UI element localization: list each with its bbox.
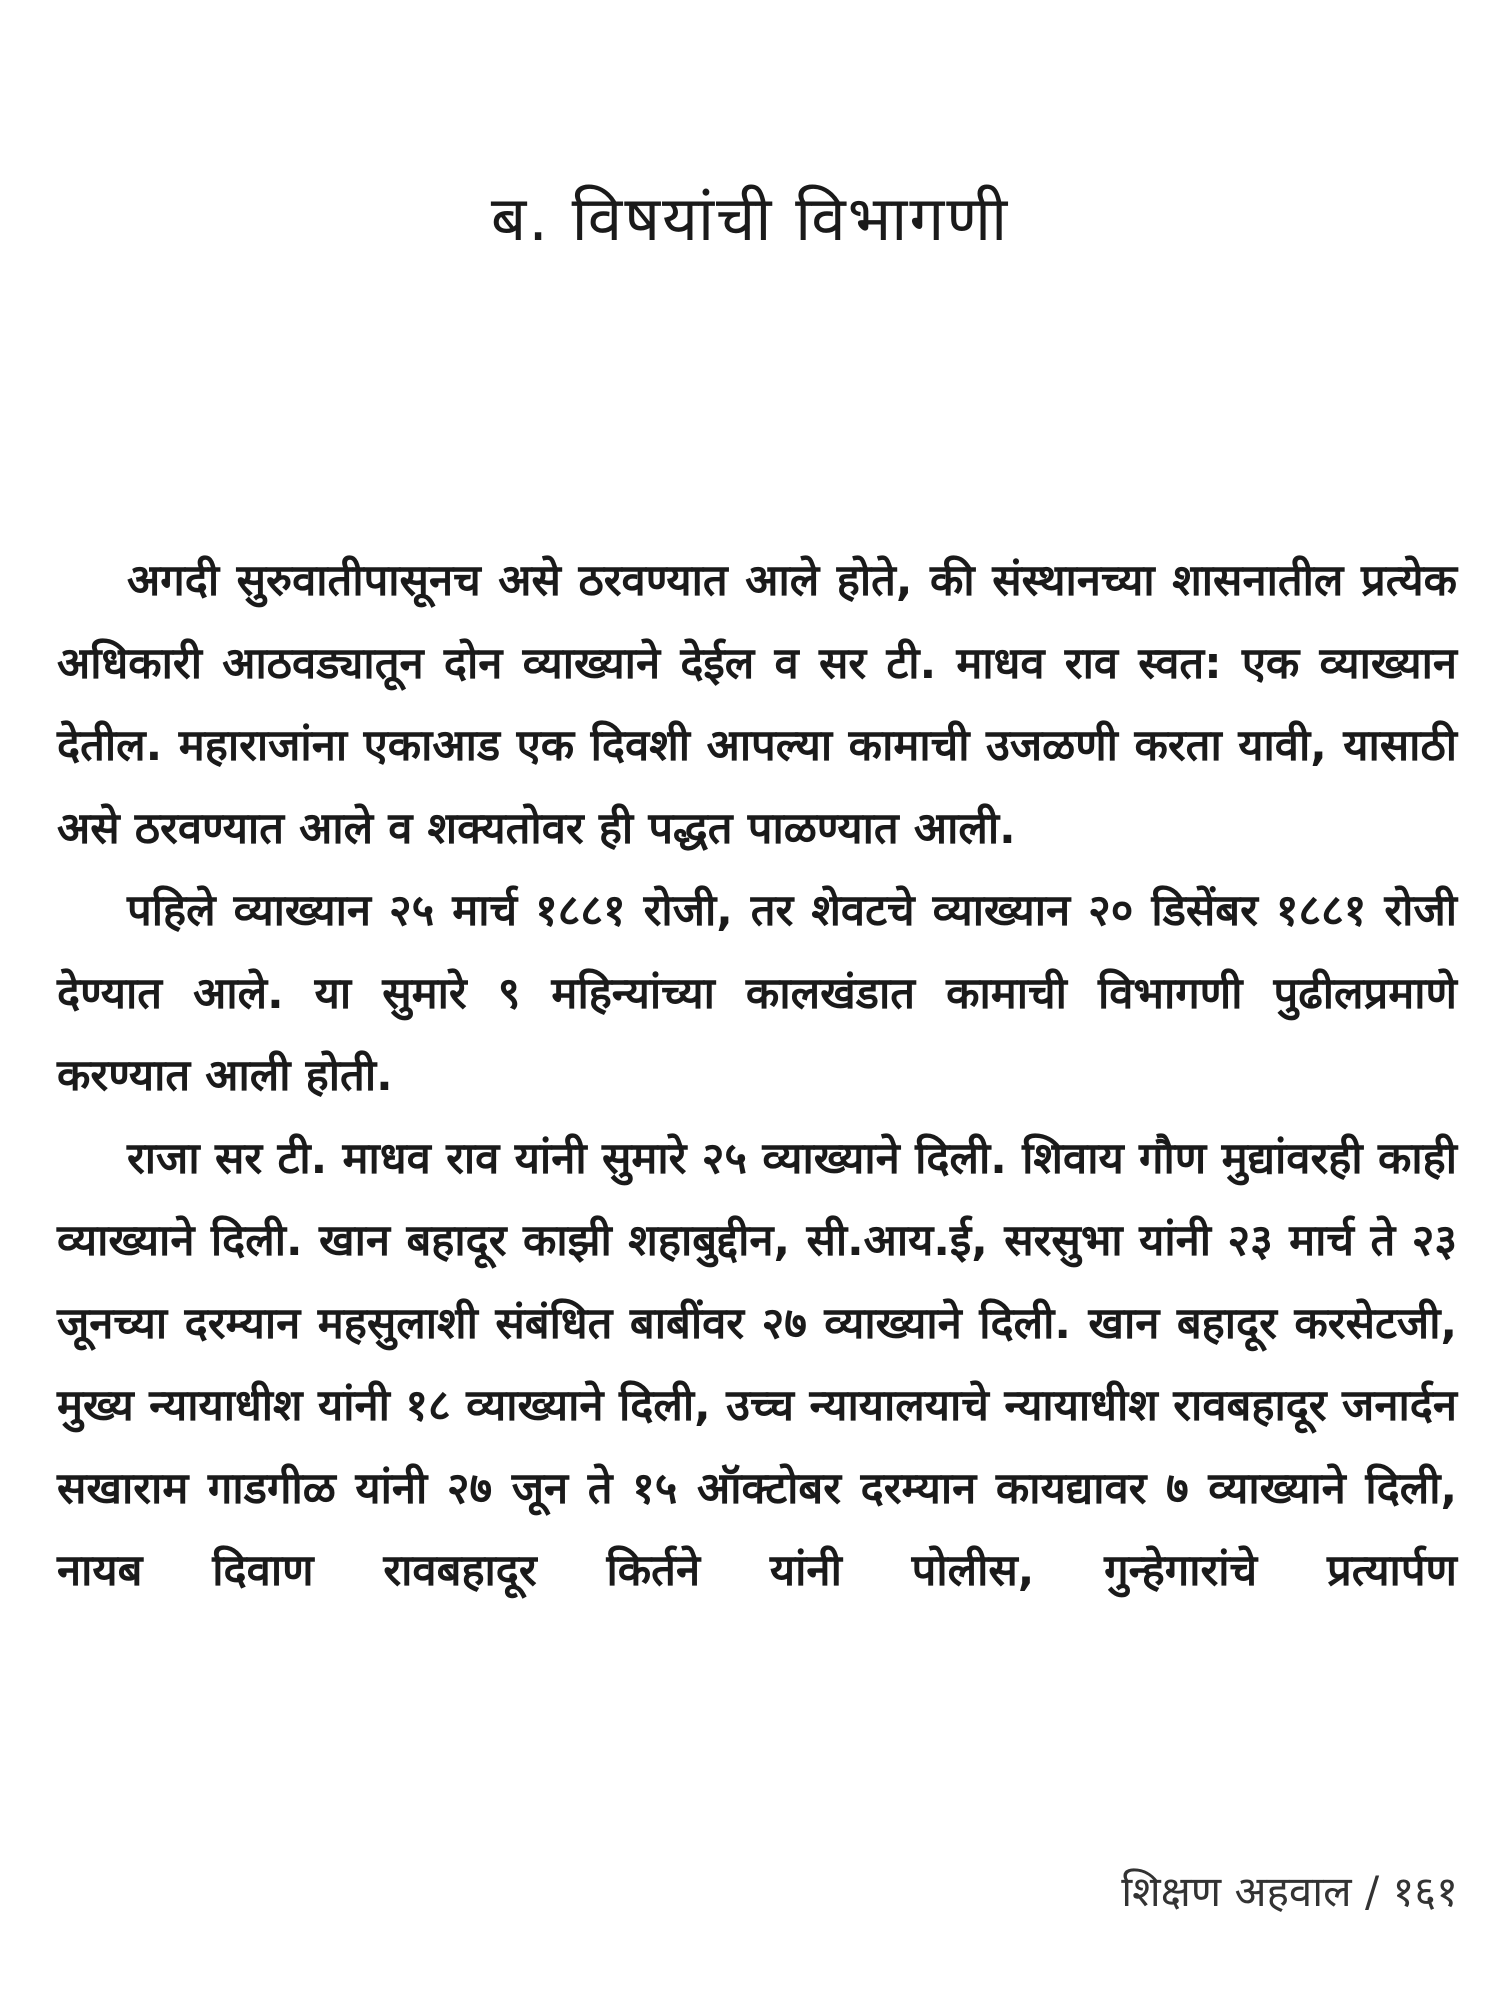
page-footer: शिक्षण अहवाल / १६१	[1121, 1867, 1458, 1916]
paragraph-3: राजा सर टी. माधव राव यांनी सुमारे २५ व्याख्याने दिली. शिवाय गौण मुद्यांवरही काही व्याख्याने दिली. खान बहादूर काझी शहाबुद्दीन, सी.आय.ई, सरसुभा यांनी २३ मार्च ते २३ जूनच्या दरम्यान महसुलाशी संबंधित बाबींवर २७ व्याख्याने दिली. खान बहादूर करसेटजी, मुख्य न्यायाधीश यांनी १८ व्याख्याने दिली, उच्च न्यायालयाचे न्यायाधीश रावबहादूर जनार्दन सखाराम गाडगीळ यांनी २७ जून ते १५ ऑक्टोबर दरम्यान कायद्यावर ७ व्याख्याने दिली, नायब दिवाण रावबहादूर किर्तने यांनी पोलीस, गुन्हेगारांचे प्रत्यार्पण	[57, 1133, 1457, 1596]
paragraph-1: अगदी सुरुवातीपासूनच असे ठरवण्यात आले होते, की संस्थानच्या शासनातील प्रत्येक अधिकारी आठवड्यातून दोन व्याख्याने देईल व सर टी. माधव राव स्वत: एक व्याख्यान देतील. महाराजांना एकाआड एक दिवशी आपल्या कामाची उजळणी करता यावी, यासाठी असे ठरवण्यात आले व शक्यतोवर ही पद्धत पाळण्यात आली.	[57, 556, 1457, 854]
paragraph-2: पहिले व्याख्यान २५ मार्च १८८१ रोजी, तर शेवटचे व्याख्यान २० डिसेंबर १८८१ रोजी देण्यात आले. या सुमारे ९ महिन्यांच्या कालखंडात कामाची विभागणी पुढीलप्रमाणे करण्यात आली होती.	[57, 886, 1457, 1101]
section-heading: ब. विषयांची विभागणी	[490, 182, 1010, 255]
body-text	[57, 540, 1457, 1613]
